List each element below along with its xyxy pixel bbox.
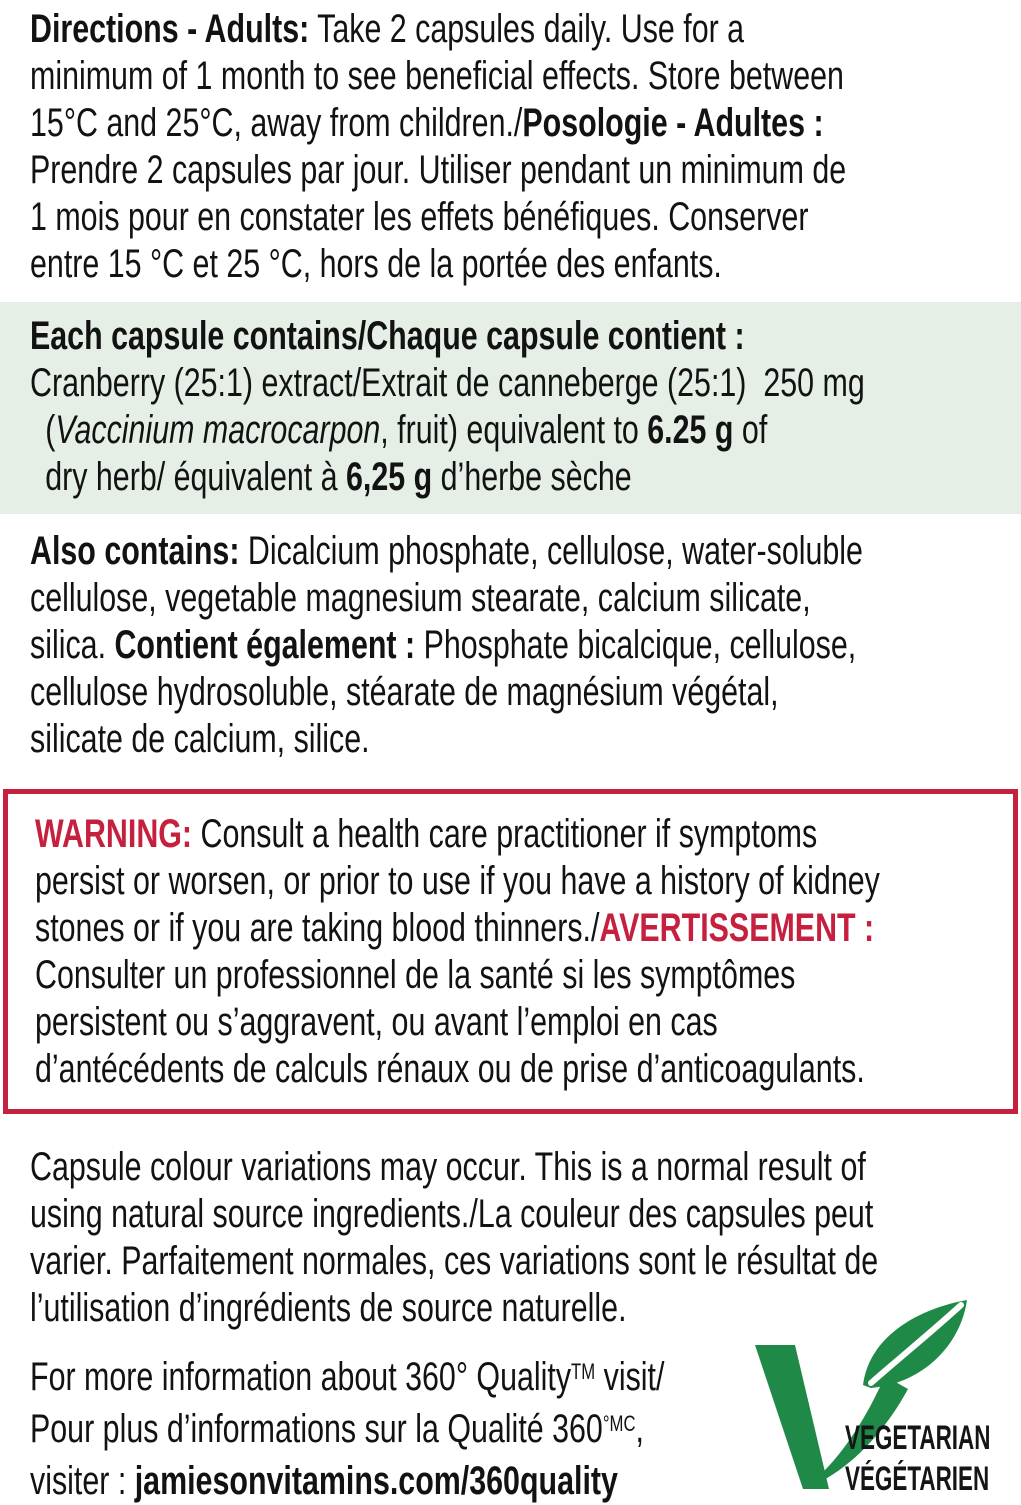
text-segment: persist or worsen, or prior to use if you have a history of kidney <box>35 859 880 903</box>
directions-fr-label: Posologie - Adultes : <box>522 101 824 145</box>
text-segment: For more information about 360° Quality <box>30 1355 572 1399</box>
text-line <box>30 100 1021 147</box>
also-contains-section <box>0 514 1021 763</box>
text-line <box>30 360 1021 407</box>
text-segment: visit/ <box>595 1355 665 1399</box>
equivalent-fr: 6,25 g <box>346 455 433 499</box>
text-line <box>30 1144 1021 1191</box>
ingredient-amount: Cranberry (25:1) extract/Extrait de canneberge (25:1) 250 mg <box>30 361 865 405</box>
also-en-label: Also contains: <box>30 529 240 573</box>
text-segment: Prendre 2 capsules par jour. Utiliser pendant un minimum de <box>30 148 847 192</box>
text-segment: d’antécédents de calculs rénaux ou de prise d’anticoagulants. <box>35 1047 865 1091</box>
text-line <box>30 241 1021 288</box>
warning-box <box>3 789 1018 1114</box>
text-line <box>30 622 1021 669</box>
text-line <box>30 53 1021 100</box>
text-line <box>30 575 1021 622</box>
text-line <box>30 669 1021 716</box>
text-segment: Dicalcium phosphate, cellulose, water-soluble <box>239 529 863 573</box>
text-line <box>30 313 1021 360</box>
text-line <box>30 716 1021 763</box>
text-segment: Consult a health care practitioner if symptoms <box>192 812 818 856</box>
also-contains-text <box>30 528 1021 763</box>
text-line <box>35 811 1021 858</box>
text-line <box>30 194 1021 241</box>
text-line <box>35 905 1021 952</box>
text-segment: d’herbe sèche <box>432 455 632 499</box>
ingredients-panel <box>0 302 1021 514</box>
text-segment: silicate de calcium, silice. <box>30 717 370 761</box>
trademark-superscript-fr: °MC <box>602 1410 636 1436</box>
text-segment: , <box>635 1407 644 1451</box>
vegetarian-logo <box>745 1293 1021 1500</box>
text-segment: cellulose, vegetable magnesium stearate, calcium silicate, <box>30 576 811 620</box>
warning-en-label: WARNING: <box>35 812 193 856</box>
text-line <box>30 1191 1021 1238</box>
directions-section <box>0 0 1021 288</box>
text-segment: Phosphate bicalcique, cellulose, <box>415 623 857 667</box>
vegetarian-label-en: VEGETARIAN <box>845 1419 991 1457</box>
text-line <box>30 454 1021 501</box>
text-line <box>30 1238 1021 1285</box>
text-segment: , fruit) equivalent to <box>380 408 648 452</box>
directions-text <box>30 6 1021 288</box>
ingredients-text <box>30 313 1021 501</box>
text-segment: minimum of 1 month to see beneficial effects. Store between <box>30 54 844 98</box>
text-line <box>35 999 1021 1046</box>
warning-text <box>35 811 1021 1093</box>
text-segment: dry herb/ équivalent à <box>45 455 347 499</box>
contents-heading: Each capsule contains/Chaque capsule contient : <box>30 314 745 358</box>
text-line <box>30 528 1021 575</box>
trademark-superscript: TM <box>571 1358 596 1384</box>
also-fr-label: Contient également : <box>114 623 416 667</box>
text-segment: 15°C and 25°C, away from children./ <box>30 101 523 145</box>
vegetarian-label-fr: VÉGÉTARIEN <box>845 1460 990 1498</box>
text-line <box>35 1046 1021 1093</box>
text-line <box>30 147 1021 194</box>
text-segment: silica. <box>30 623 115 667</box>
directions-en-label: Directions - Adults: <box>30 7 310 51</box>
warning-fr-label: AVERTISSEMENT : <box>599 906 875 950</box>
text-line <box>30 407 1021 454</box>
text-segment: of <box>733 408 768 452</box>
text-segment: ( <box>45 408 56 452</box>
website-url: jamiesonvitamins.com/360quality <box>134 1459 618 1503</box>
text-segment: l’utilisation d’ingrédients de source naturelle. <box>30 1286 627 1330</box>
text-segment: stones or if you are taking blood thinners./ <box>35 906 600 950</box>
text-segment: Pour plus d’informations sur la Qualité 360 <box>30 1407 603 1451</box>
text-segment: using natural source ingredients./La couleur des capsules peut <box>30 1192 874 1236</box>
text-segment: Capsule colour variations may occur. This is a normal result of <box>30 1145 866 1189</box>
text-segment: cellulose hydrosoluble, stéarate de magnésium végétal, <box>30 670 779 714</box>
text-segment: Take 2 capsules daily. Use for a <box>309 7 745 51</box>
equivalent-en: 6.25 g <box>647 408 734 452</box>
text-segment: Consulter un professionnel de la santé si les symptômes <box>35 953 796 997</box>
text-line <box>30 6 1021 53</box>
text-line <box>35 952 1021 999</box>
text-segment: visiter : <box>30 1459 135 1503</box>
latin-name: Vaccinium macrocarpon <box>55 408 381 452</box>
text-segment: varier. Parfaitement normales, ces variations sont le résultat de <box>30 1239 879 1283</box>
text-segment: 1 mois pour en constater les effets bénéfiques. Conserver <box>30 195 809 239</box>
text-line <box>35 858 1021 905</box>
text-segment: entre 15 °C et 25 °C, hors de la portée des enfants. <box>30 242 722 286</box>
text-segment: persistent ou s’aggravent, ou avant l’emploi en cas <box>35 1000 718 1044</box>
